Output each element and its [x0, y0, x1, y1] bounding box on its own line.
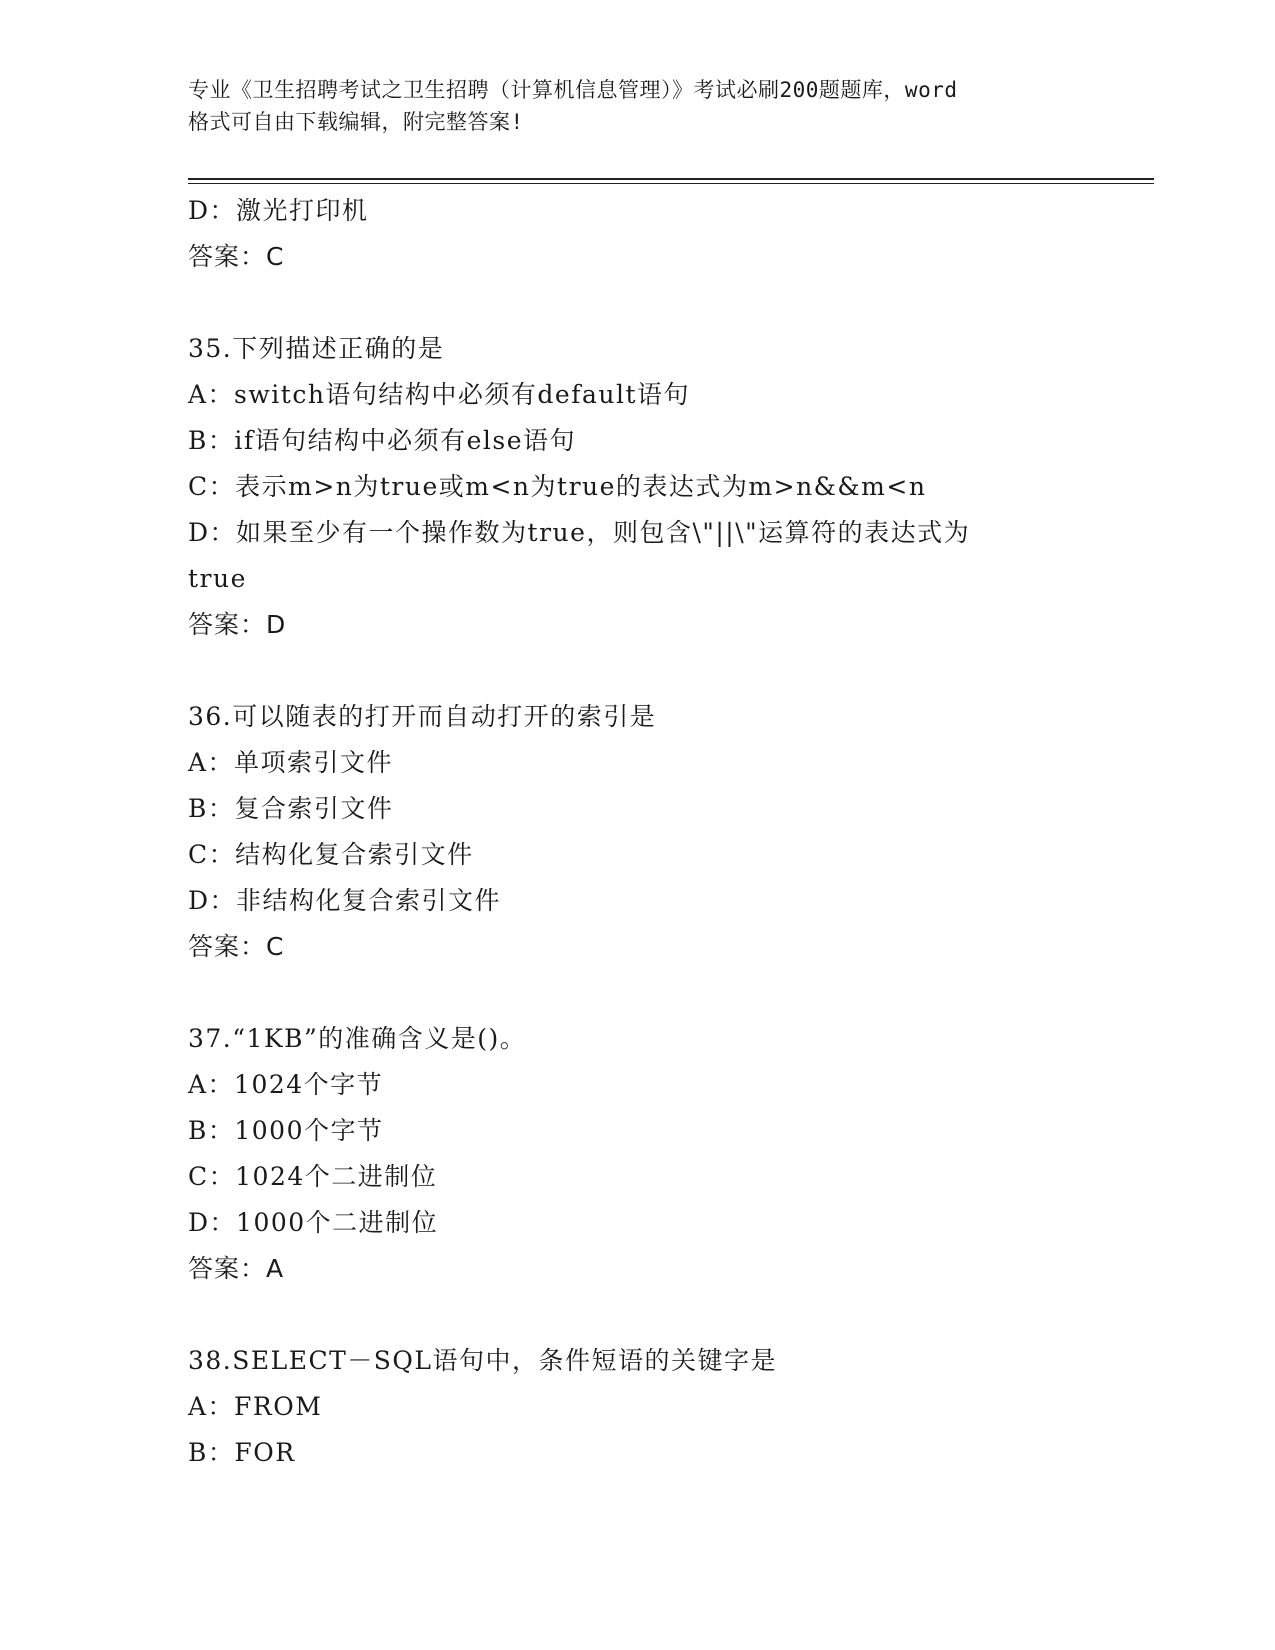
option-b: B：1000个字节 — [188, 1116, 384, 1145]
question-37 — [188, 1016, 1128, 1292]
option-c: C：表示m>n为true或m<n为true的表达式为m>n&&m<n — [188, 472, 927, 501]
header-rule-thin — [188, 183, 1154, 184]
question-list — [188, 188, 1128, 1476]
option-d: D：如果至少有一个操作数为true，则包含\"||\"运算符的表达式为 — [188, 518, 971, 547]
option-d-continued: true — [188, 564, 247, 593]
question-36 — [188, 694, 1128, 970]
header-rule-thick — [188, 178, 1154, 180]
option-b: B：FOR — [188, 1438, 296, 1467]
question-stem: 35.下列描述正确的是 — [188, 334, 445, 363]
question-38 — [188, 1338, 1128, 1476]
option-d: D：1000个二进制位 — [188, 1208, 439, 1237]
page-header — [188, 74, 1088, 138]
answer-line: 答案：D — [188, 610, 287, 639]
carry-over-option-d: D：激光打印机 — [188, 196, 369, 225]
question-stem: 36.可以随表的打开而自动打开的索引是 — [188, 702, 657, 731]
question-stem: 37.“1KB”的准确含义是()。 — [188, 1024, 527, 1053]
option-a: A：switch语句结构中必须有default语句 — [188, 380, 691, 409]
question-stem: 38.SELECT－SQL语句中，条件短语的关键字是 — [188, 1346, 778, 1375]
header-line-2: 格式可自由下载编辑，附完整答案! — [188, 110, 524, 134]
answer-line: 答案：C — [188, 932, 285, 961]
answer-line: 答案：A — [188, 1254, 285, 1283]
option-a: A：单项索引文件 — [188, 748, 394, 777]
option-b: B：复合索引文件 — [188, 794, 394, 823]
question-35 — [188, 326, 1128, 648]
carry-over-answer: 答案：C — [188, 242, 285, 271]
option-a: A：1024个字节 — [188, 1070, 384, 1099]
option-d: D：非结构化复合索引文件 — [188, 886, 502, 915]
option-b: B：if语句结构中必须有else语句 — [188, 426, 577, 455]
option-a: A：FROM — [188, 1392, 323, 1421]
header-line-1: 专业《卫生招聘考试之卫生招聘（计算机信息管理）》考试必刷200题题库，word — [188, 78, 958, 102]
option-c: C：1024个二进制位 — [188, 1162, 438, 1191]
option-c: C：结构化复合索引文件 — [188, 840, 474, 869]
